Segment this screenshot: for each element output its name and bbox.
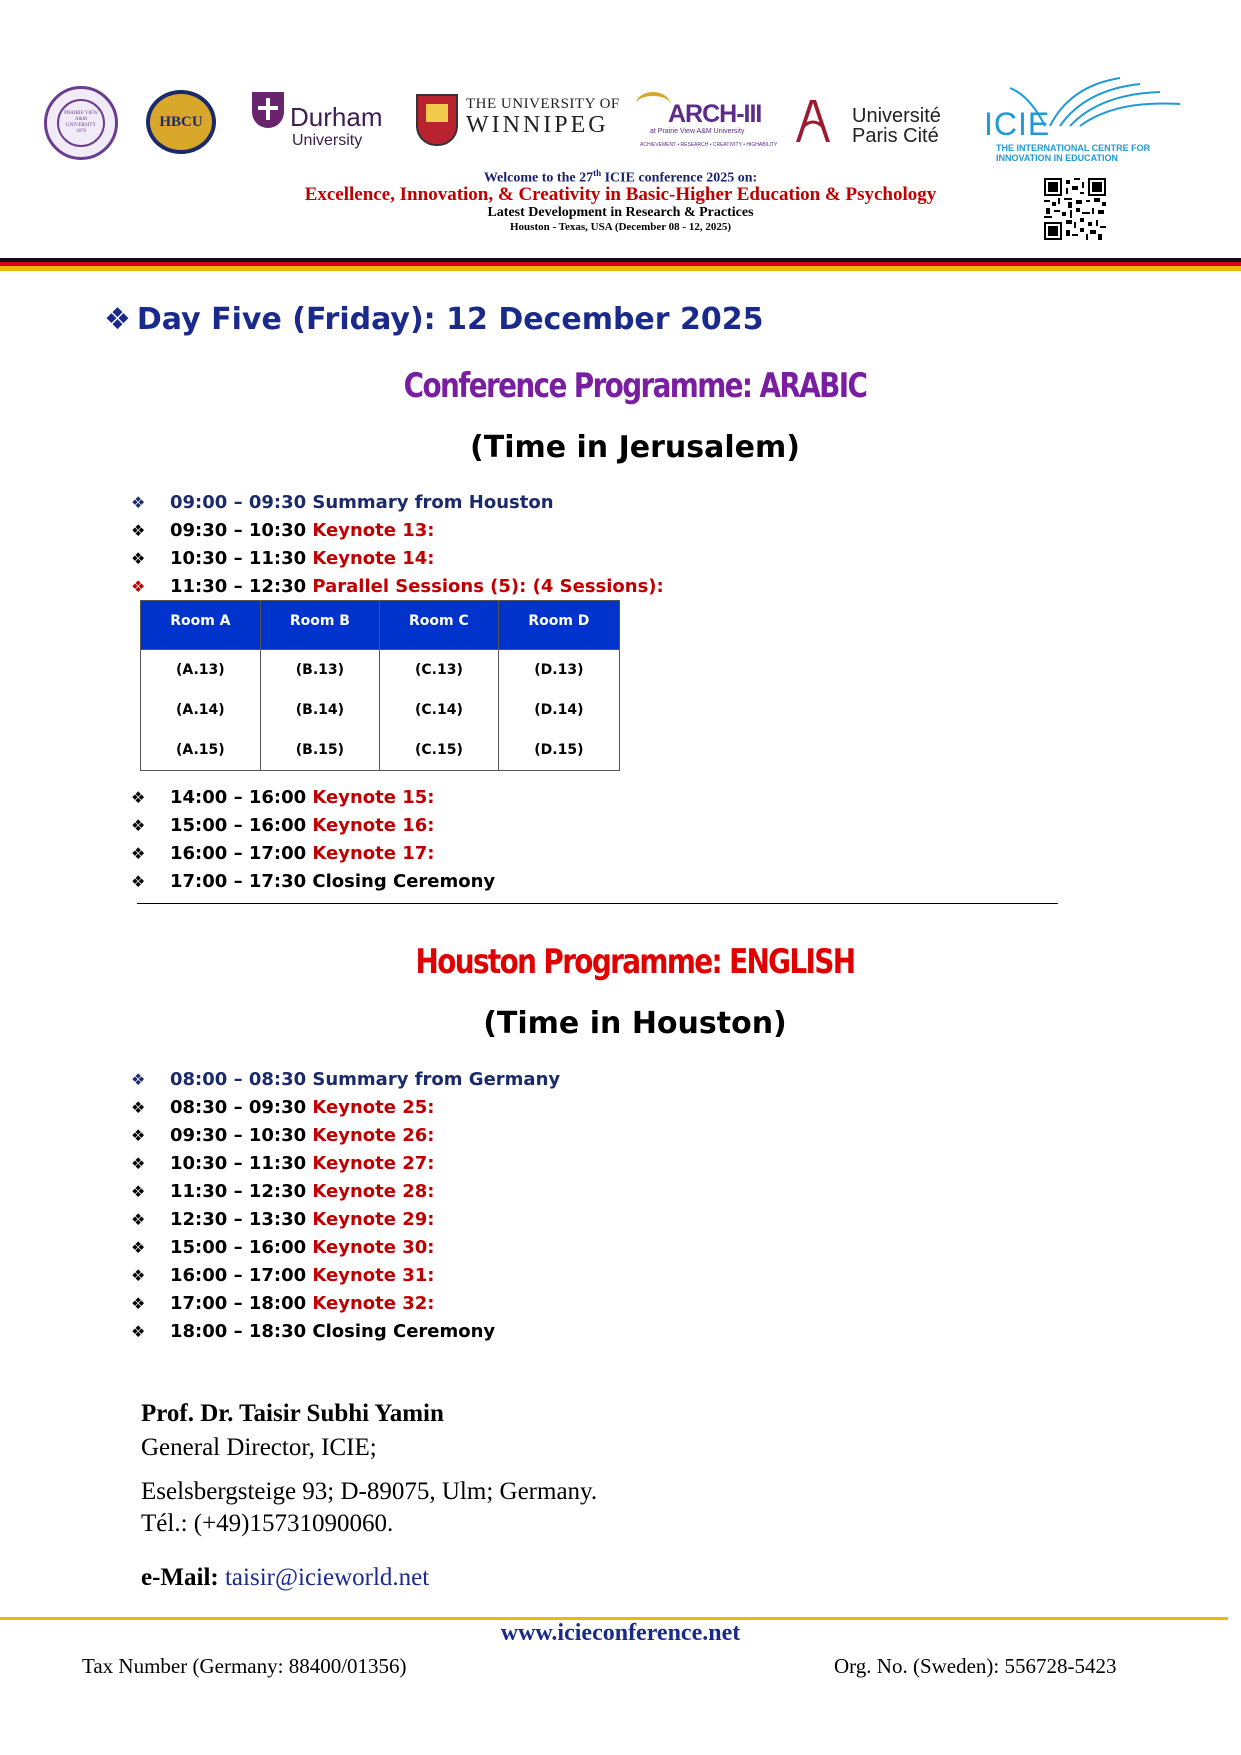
footer-tax-number: Tax Number (Germany: 88400/01356) [82,1654,407,1678]
diamond-bullet-icon: ❖ [104,302,131,337]
diamond-bullet-icon: ❖ [131,521,146,540]
list-item [131,840,495,868]
diamond-bullet-icon: ❖ [131,1294,146,1313]
table-cell: (B.15) [260,730,379,771]
arabic-time-note: (Time in Jerusalem) [470,430,800,465]
durham-shield-icon [252,92,284,128]
list-item [131,1206,560,1234]
list-item [131,868,495,896]
diamond-bullet-icon: ❖ [131,1126,146,1145]
diamond-bullet-icon: ❖ [131,788,146,807]
welcome-sup: th [593,168,602,178]
schedule-time: 08:30 – 09:30 [170,1097,307,1118]
icie-logo-sub2: INNOVATION IN EDUCATION [996,153,1118,163]
room-c-header: Room C [380,601,499,650]
room-d-header: Room D [498,601,619,650]
list-item [131,489,664,517]
table-cell: (A.13) [141,650,261,691]
conference-subtitle: Latest Development in Research & Practices [487,205,754,220]
prairie-view-seal-inner [57,99,105,147]
schedule-label: Keynote 25: [306,1097,435,1118]
schedule-time: 15:00 – 16:00 [170,1237,307,1258]
room-a-header: Room A [141,601,261,650]
parallel-sessions-table [140,600,620,771]
arabic-schedule-list [131,489,664,601]
diamond-bullet-icon: ❖ [131,816,146,835]
table-row [141,690,620,730]
diamond-bullet-icon: ❖ [131,872,146,891]
diamond-bullet-icon: ❖ [131,493,146,512]
list-item [131,573,664,601]
english-time-note: (Time in Houston) [483,1006,787,1041]
schedule-label: Keynote 17: [306,843,435,864]
arch-logo-sub: at Prairie View A&M University [650,128,745,135]
durham-logo-name: Durham [290,102,383,132]
upc-logo-line2: Paris Cité [852,125,939,147]
arch-logo-tag: ACHIEVEMENT • RESEARCH • CREATIVITY • HIGHABILITY [640,142,778,148]
welcome-post: ICIE conference 2025 on: [601,170,758,186]
schedule-time: 17:00 – 17:30 Closing Ceremony [170,871,496,892]
table-cell: (A.15) [141,730,261,771]
universite-paris-cite-mark-icon [792,98,834,144]
schedule-label: Summary from Houston [306,492,554,513]
schedule-label: Keynote 31: [306,1265,435,1286]
prairie-view-seal-text: PRAIRIE VIEW A&M UNIVERSITY 1876 [64,111,98,134]
winnipeg-crest-icon [416,94,458,146]
email-link[interactable]: taisir@icieworld.net [224,1564,430,1591]
schedule-time: 09:30 – 10:30 [170,520,307,541]
list-item [131,1122,560,1150]
schedule-label: Keynote 32: [306,1293,435,1314]
schedule-label: Keynote 26: [306,1125,435,1146]
schedule-label: Summary from Germany [306,1069,561,1090]
icie-logo-name: ICIE [984,106,1051,142]
schedule-label: Keynote 16: [306,815,435,836]
list-item [131,1066,560,1094]
schedule-time: 08:00 – 08:30 [170,1069,307,1090]
table-header-row [141,601,620,650]
durham-logo-sub: University [292,132,363,149]
schedule-time: 09:30 – 10:30 [170,1125,307,1146]
day-title-text: Day Five (Friday): 12 December 2025 [136,302,764,337]
winnipeg-logo-name: WINNIPEG [466,112,609,138]
diamond-bullet-icon: ❖ [131,1210,146,1229]
list-item [131,517,664,545]
list-item [131,1262,560,1290]
conference-location-dates: Houston - Texas, USA (December 08 - 12, 2025) [509,221,731,233]
signatory-phone: Tél.: (+49)15731090060. [141,1510,394,1537]
footer-website-link[interactable]: www.icieconference.net [500,1620,741,1646]
schedule-time: 10:30 – 11:30 [170,1153,307,1174]
table-cell: (D.13) [498,650,619,691]
signatory-role: General Director, ICIE; [141,1434,377,1461]
table-cell: (B.14) [260,690,379,730]
schedule-time: 16:00 – 17:00 [170,1265,307,1286]
table-cell: (B.13) [260,650,379,691]
section-divider [137,903,1058,904]
table-row [141,650,620,691]
schedule-label: Keynote 28: [306,1181,435,1202]
upc-logo-line1: Université [852,105,941,127]
schedule-label: Keynote 30: [306,1237,435,1258]
diamond-bullet-icon: ❖ [131,1322,146,1341]
signatory-name: Prof. Dr. Taisir Subhi Yamin [141,1400,444,1427]
icie-logo-sub1: THE INTERNATIONAL CENTRE FOR [996,143,1151,153]
list-item [131,1290,560,1318]
list-item [131,1178,560,1206]
schedule-time: 14:00 – 16:00 [170,787,307,808]
email-label: e-Mail: [141,1564,219,1591]
schedule-label: Keynote 29: [306,1209,435,1230]
schedule-time: 15:00 – 16:00 [170,815,307,836]
signatory-address: Eselsbergsteige 93; D-89075, Ulm; Germany. [141,1478,598,1505]
schedule-time: 16:00 – 17:00 [170,843,307,864]
diamond-bullet-icon: ❖ [131,549,146,568]
schedule-label: Keynote 15: [306,787,435,808]
table-cell: (D.14) [498,690,619,730]
arch-arc-icon [636,92,670,116]
schedule-label: Keynote 27: [306,1153,435,1174]
conference-title: Excellence, Innovation, & Creativity in Basic-Higher Education & Psychology [304,184,937,205]
english-programme-title: Houston Programme: ENGLISH [415,942,855,982]
schedule-time: 11:30 – 12:30 [170,1181,307,1202]
winnipeg-logo-the: THE UNIVERSITY OF [466,96,620,112]
hbcu-logo-text: HBCU [159,113,203,130]
schedule-label: Keynote 13: [306,520,435,541]
table-cell: (C.13) [380,650,499,691]
list-item [131,1150,560,1178]
list-item [131,545,664,573]
schedule-time: 10:30 – 11:30 [170,548,307,569]
table-cell: (A.14) [141,690,261,730]
schedule-time: 17:00 – 18:00 [170,1293,307,1314]
diamond-bullet-icon: ❖ [131,1154,146,1173]
arabic-schedule-list-after [131,784,495,896]
table-row [141,730,620,771]
arabic-programme-title: Conference Programme: ARABIC [403,366,867,406]
diamond-bullet-icon: ❖ [131,577,146,596]
table-cell: (D.15) [498,730,619,771]
table-cell: (C.14) [380,690,499,730]
diamond-bullet-icon: ❖ [131,1098,146,1117]
english-schedule-list [131,1066,560,1346]
list-item [131,1094,560,1122]
arch-logo-name: ARCH-III [668,100,762,128]
schedule-time: 09:00 – 09:30 [170,492,307,513]
diamond-bullet-icon: ❖ [131,1182,146,1201]
prairie-view-seal-logo [44,86,118,160]
list-item [131,1234,560,1262]
list-item [131,1318,560,1346]
diamond-bullet-icon: ❖ [131,1266,146,1285]
schedule-time: 11:30 – 12:30 [170,576,307,597]
schedule-label: Keynote 14: [306,548,435,569]
schedule-label: Parallel Sessions (5): (4 Sessions): [306,576,664,597]
table-cell: (C.15) [380,730,499,771]
diamond-bullet-icon: ❖ [131,844,146,863]
diamond-bullet-icon: ❖ [131,1238,146,1257]
stripe-gold [0,266,1241,271]
signatory-email-line [141,1564,429,1592]
schedule-time: 18:00 – 18:30 Closing Ceremony [170,1321,496,1342]
diamond-bullet-icon: ❖ [131,1070,146,1089]
schedule-time: 12:30 – 13:30 [170,1209,307,1230]
room-b-header: Room B [260,601,379,650]
list-item [131,784,495,812]
hbcu-logo [146,90,216,154]
list-item [131,812,495,840]
footer-org-number: Org. No. (Sweden): 556728-5423 [834,1654,1117,1678]
welcome-pre: Welcome to the 27 [483,170,594,186]
day-title [104,302,764,337]
